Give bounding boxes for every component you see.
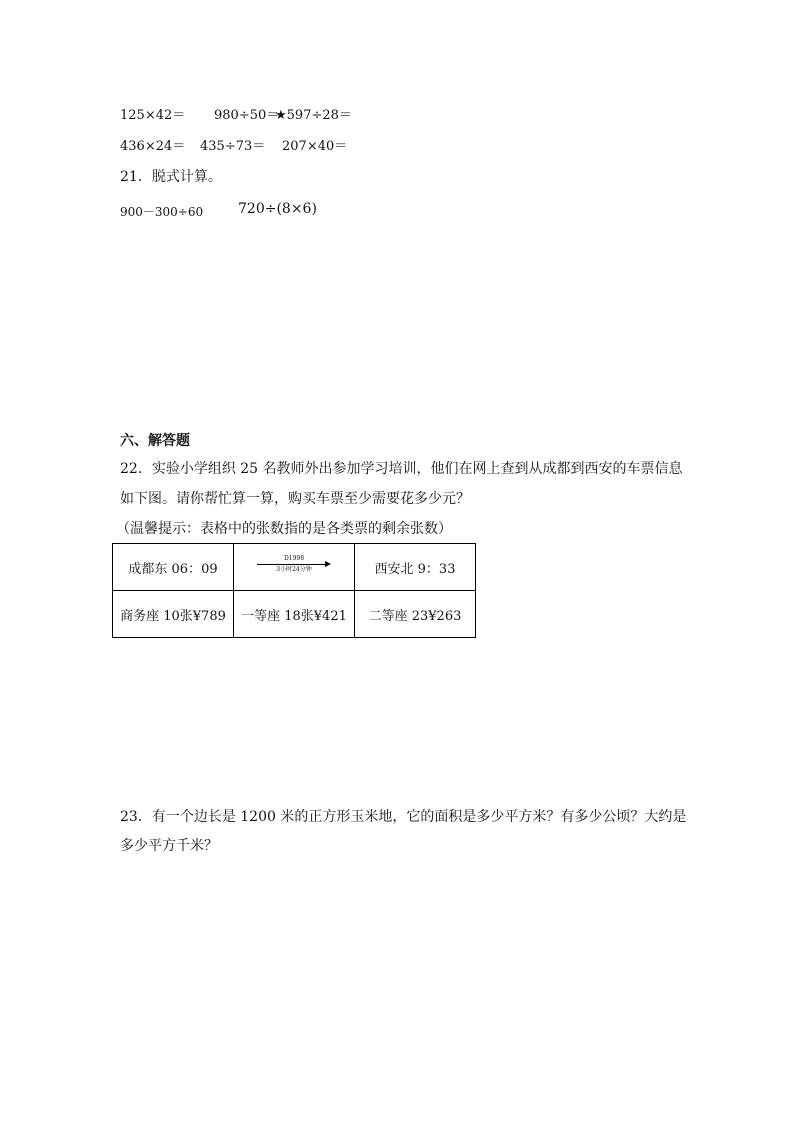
calc-item: 436×24＝	[120, 139, 186, 154]
table-row	[113, 591, 476, 638]
question-23-line2: 多少平方千米？	[120, 838, 218, 854]
seat-cell: 一等座 18张¥421	[234, 591, 355, 638]
table-row	[113, 544, 476, 591]
calc-item: ★597÷28＝	[275, 108, 352, 123]
question-22-line2: 如下图。请你帮忙算一算，购买车票至少需要花多少元？	[120, 491, 470, 507]
arrow-right-icon	[255, 555, 333, 575]
train-cell	[234, 544, 355, 591]
calc-item: 125×42＝	[120, 108, 186, 123]
question-23-line1: 23．有一个边长是 1200 米的正方形玉米地，它的面积是多少平方米？有多少公顷？大约是	[120, 809, 687, 825]
calc-item: 435÷73＝	[200, 139, 266, 154]
seat-cell: 二等座 23¥263	[355, 591, 476, 638]
question-21-title: 21．脱式计算。	[120, 169, 222, 185]
train-duration: 3小时24分钟	[276, 566, 312, 573]
ticket-table	[112, 543, 476, 638]
calc-item: 207×40＝	[282, 139, 348, 154]
seat-cell: 商务座 10张¥789	[113, 591, 234, 638]
question-22-line1: 22．实验小学组织 25 名教师外出参加学习培训，他们在网上查到从成都到西安的车票信息	[120, 461, 683, 477]
train-number: D1998	[283, 555, 305, 562]
question-22-hint: （温馨提示：表格中的张数指的是各类票的剩余张数）	[116, 521, 452, 537]
depart-cell: 成都东 06：09	[113, 544, 234, 591]
arrive-cell: 西安北 9：33	[355, 544, 476, 591]
section-title: 六、解答题	[120, 433, 190, 449]
expression-2: 720÷(8×6)	[238, 201, 317, 217]
expression-1: 900－300÷60	[120, 205, 204, 219]
calc-item: 980÷50＝	[214, 108, 280, 123]
